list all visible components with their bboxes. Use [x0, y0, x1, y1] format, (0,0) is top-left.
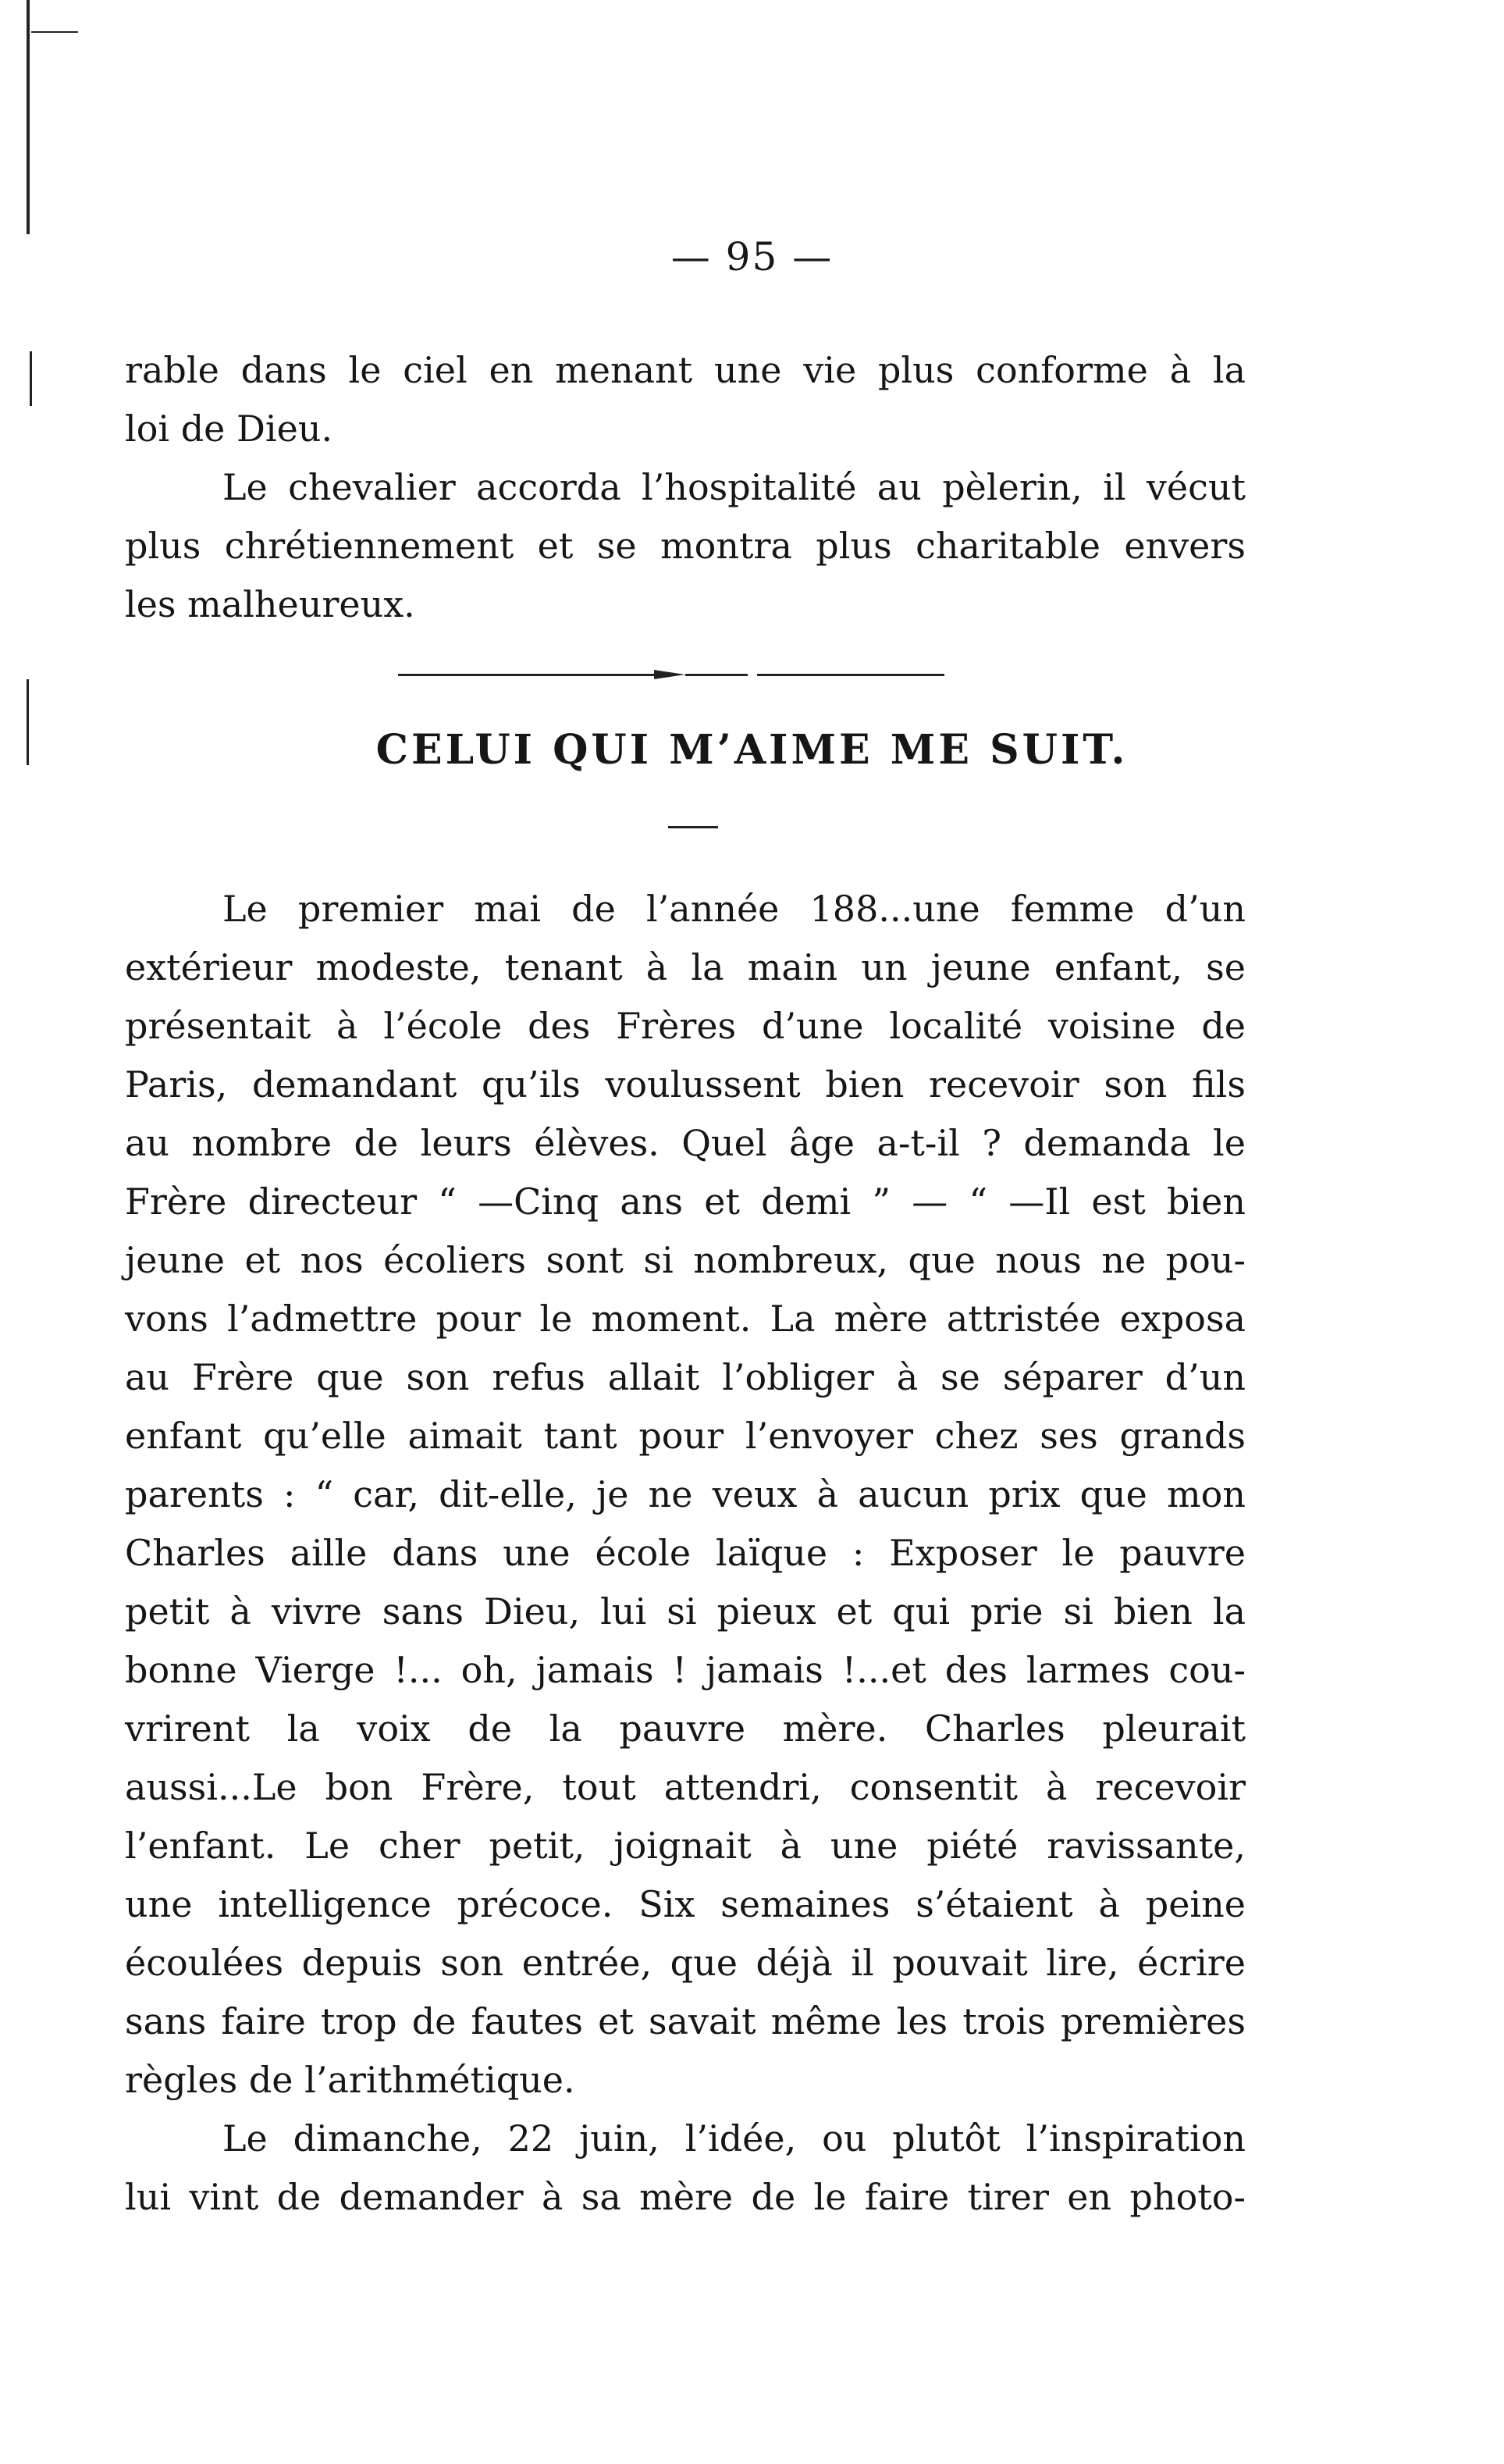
text-line: jeune et nos écoliers sont si nombreux, que nous ne pou- [125, 1239, 1246, 1281]
page-number: — 95 — [670, 234, 834, 280]
scan-margin-mark [31, 31, 78, 33]
text-line: enfant qu’elle aimait tant pour l’envoyer chez ses grands [125, 1415, 1246, 1457]
text-line: règles de l’arithmétique. [125, 2059, 575, 2101]
text-line: bonne Vierge !... oh, jamais ! jamais !...et des larmes cou- [125, 1649, 1246, 1691]
text-line: plus chrétiennement et se montra plus charitable envers [125, 525, 1246, 567]
text-line: vrirent la voix de la pauvre mère. Charles pleurait [125, 1707, 1246, 1750]
text-line: Le chevalier accorda l’hospitalité au pèlerin, il vécut [222, 466, 1246, 508]
text-line: au nombre de leurs élèves. Quel âge a-t-il ? demanda le [125, 1122, 1246, 1164]
text-line: présentait à l’école des Frères d’une localité voisine de [125, 1005, 1246, 1047]
paragraph-continuation [125, 341, 1246, 458]
text-line: rable dans le ciel en menant une vie plus conforme à la [125, 349, 1246, 391]
section-ornament [398, 670, 944, 679]
paragraph [125, 880, 1246, 2110]
text-line: écoulées depuis son entrée, que déjà il pouvait lire, écrire [125, 1942, 1246, 1984]
paragraph [125, 458, 1246, 634]
text-line: Frère directeur “ —Cinq ans et demi ” — “ —Il est bien [125, 1180, 1246, 1223]
scan-margin-mark [30, 351, 32, 406]
title-rule [668, 826, 718, 828]
text-line: loi de Dieu. [125, 408, 333, 450]
text-line: les malheureux. [125, 583, 415, 625]
text-line: Le premier mai de l’année 188...une femme d’un [222, 888, 1246, 930]
paragraph [125, 2110, 1246, 2227]
text-line: parents : “ car, dit-elle, je ne veux à aucun prix que mon [125, 1473, 1246, 1515]
text-line: sans faire trop de fautes et savait même les trois premières [125, 2000, 1246, 2042]
text-line: l’enfant. Le cher petit, joignait à une piété ravissante, [125, 1825, 1246, 1867]
text-line: vons l’admettre pour le moment. La mère attristée exposa [125, 1298, 1246, 1340]
text-line: une intelligence précoce. Six semaines s’étaient à peine [125, 1883, 1246, 1925]
text-line: lui vint de demander à sa mère de le faire tirer en photo- [125, 2176, 1246, 2218]
text-line: petit à vivre sans Dieu, lui si pieux et qui prie si bien la [125, 1590, 1246, 1633]
text-line: Le dimanche, 22 juin, l’idée, ou plutôt l’inspiration [222, 2117, 1246, 2160]
text-line: aussi...Le bon Frère, tout attendri, consentit à recevoir [125, 1766, 1246, 1808]
text-line: Paris, demandant qu’ils voulussent bien recevoir son fils [125, 1063, 1246, 1106]
text-line: au Frère que son refus allait l’obliger à se séparer d’un [125, 1356, 1246, 1398]
text-line: Charles aille dans une école laïque : Exposer le pauvre [125, 1532, 1246, 1574]
scan-margin-mark [27, 0, 30, 234]
section-title: CELUI QUI M’AIME ME SUIT. [375, 726, 1129, 774]
text-line: extérieur modeste, tenant à la main un jeune enfant, se [125, 946, 1246, 988]
